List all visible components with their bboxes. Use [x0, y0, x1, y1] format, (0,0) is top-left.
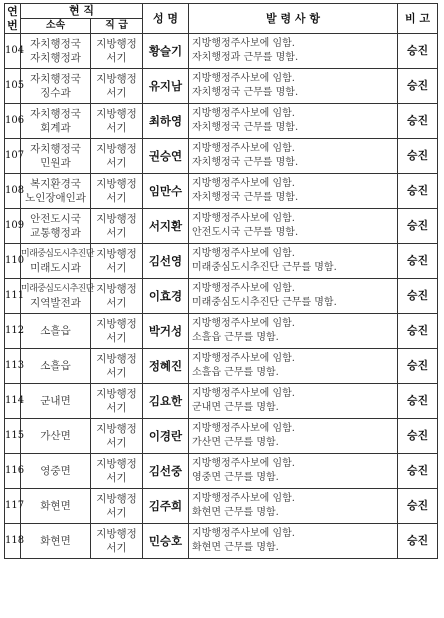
department-line: 화현면 [40, 535, 71, 547]
row-grade [91, 69, 143, 104]
table-row [5, 244, 438, 279]
table-row [5, 34, 438, 69]
row-grade [91, 209, 143, 244]
row-name: 서지환 [143, 209, 189, 244]
row-department [21, 384, 91, 419]
row-note: 승진 [398, 244, 438, 279]
matter-line: 가산면 근무를 명함. [192, 437, 279, 448]
department-line: 징수과 [40, 87, 71, 99]
department-line: 가산면 [40, 430, 71, 442]
row-note: 승진 [398, 349, 438, 384]
header-name: 성 명 [143, 4, 189, 34]
grade-line: 서기 [106, 332, 127, 344]
row-department [21, 174, 91, 209]
row-number: 118 [5, 524, 21, 559]
row-department [21, 139, 91, 174]
grade-line: 지방행정 [96, 423, 137, 435]
matter-line: 지방행정주사보에 임함. [192, 423, 295, 434]
table-row [5, 454, 438, 489]
row-matter [189, 139, 398, 174]
row-name: 황슬기 [143, 34, 189, 69]
grade-line: 지방행정 [96, 213, 137, 225]
department-line: 미래중심도시추진단 [21, 249, 94, 259]
row-name: 김주희 [143, 489, 189, 524]
row-grade [91, 104, 143, 139]
row-name: 임만수 [143, 174, 189, 209]
department-line: 교통행정과 [30, 227, 81, 239]
grade-line: 서기 [106, 52, 127, 64]
row-department [21, 209, 91, 244]
row-department [21, 104, 91, 139]
department-line: 민원과 [40, 157, 71, 169]
row-note: 승진 [398, 139, 438, 174]
matter-line: 자치행정국 근무를 명함. [192, 87, 299, 98]
row-note: 승진 [398, 454, 438, 489]
grade-line: 지방행정 [96, 143, 137, 155]
grade-line: 서기 [106, 192, 127, 204]
row-number: 112 [5, 314, 21, 349]
row-number: 111 [5, 279, 21, 314]
matter-line: 지방행정주사보에 임함. [192, 493, 295, 504]
header-matter: 발 령 사 항 [189, 4, 398, 34]
row-note: 승진 [398, 279, 438, 314]
department-line: 안전도시국 [30, 213, 81, 225]
table-row [5, 174, 438, 209]
row-department [21, 489, 91, 524]
row-grade [91, 314, 143, 349]
row-grade [91, 34, 143, 69]
grade-line: 서기 [106, 367, 127, 379]
appointment-table [4, 3, 438, 559]
table-row [5, 279, 438, 314]
table-row [5, 69, 438, 104]
row-department [21, 524, 91, 559]
row-number: 107 [5, 139, 21, 174]
department-line: 영중면 [40, 465, 71, 477]
grade-line: 지방행정 [96, 353, 137, 365]
matter-line: 지방행정주사보에 임함. [192, 458, 295, 469]
grade-line: 서기 [106, 297, 127, 309]
grade-line: 지방행정 [96, 38, 137, 50]
grade-line: 서기 [106, 227, 127, 239]
matter-line: 지방행정주사보에 임함. [192, 528, 295, 539]
row-name: 최하영 [143, 104, 189, 139]
row-note: 승진 [398, 34, 438, 69]
matter-line: 자치행정국 근무를 명함. [192, 192, 299, 203]
row-grade [91, 244, 143, 279]
matter-line: 지방행정주사보에 임함. [192, 108, 295, 119]
department-line: 노인장애인과 [25, 192, 86, 204]
row-number: 110 [5, 244, 21, 279]
row-number: 117 [5, 489, 21, 524]
header-note: 비 고 [398, 4, 438, 34]
row-grade [91, 454, 143, 489]
row-department [21, 454, 91, 489]
department-line: 소흘읍 [40, 360, 71, 372]
row-number: 108 [5, 174, 21, 209]
row-number: 109 [5, 209, 21, 244]
row-grade [91, 384, 143, 419]
department-line: 미래도시과 [30, 262, 81, 274]
matter-line: 소흘읍 근무를 명함. [192, 367, 279, 378]
table-row [5, 419, 438, 454]
grade-line: 서기 [106, 507, 127, 519]
table-row [5, 314, 438, 349]
table-row [5, 349, 438, 384]
department-line: 복지환경국 [30, 178, 81, 190]
row-number: 106 [5, 104, 21, 139]
table-row [5, 209, 438, 244]
row-matter [189, 489, 398, 524]
row-grade [91, 174, 143, 209]
department-line: 자치행정국 [30, 38, 81, 50]
matter-line: 지방행정주사보에 임함. [192, 178, 295, 189]
row-matter [189, 244, 398, 279]
department-line: 회계과 [40, 122, 71, 134]
matter-line: 화현면 근무를 명함. [192, 542, 279, 553]
row-matter [189, 349, 398, 384]
grade-line: 서기 [106, 122, 127, 134]
matter-line: 지방행정주사보에 임함. [192, 353, 295, 364]
row-name: 김선중 [143, 454, 189, 489]
matter-line: 영중면 근무를 명함. [192, 472, 279, 483]
department-line: 화현면 [40, 500, 71, 512]
row-matter [189, 279, 398, 314]
table-row [5, 104, 438, 139]
header-seq-label: 연번 [7, 4, 18, 32]
row-name: 박거성 [143, 314, 189, 349]
row-name: 이효경 [143, 279, 189, 314]
row-number: 105 [5, 69, 21, 104]
grade-line: 서기 [106, 157, 127, 169]
row-note: 승진 [398, 314, 438, 349]
row-matter [189, 419, 398, 454]
matter-line: 자치행정국 근무를 명함. [192, 122, 299, 133]
row-number: 116 [5, 454, 21, 489]
row-number: 104 [5, 34, 21, 69]
row-note: 승진 [398, 69, 438, 104]
row-department [21, 279, 94, 314]
header-current: 현 직 [21, 4, 143, 19]
grade-line: 서기 [106, 402, 127, 414]
row-number: 114 [5, 384, 21, 419]
row-department [21, 419, 91, 454]
matter-line: 미래중심도시추진단 근무를 명함. [192, 297, 337, 308]
header-seq [5, 4, 21, 34]
matter-line: 지방행정주사보에 임함. [192, 388, 295, 399]
row-note: 승진 [398, 524, 438, 559]
matter-line: 자치행정과 근무를 명함. [192, 52, 299, 63]
matter-line: 화현면 근무를 명함. [192, 507, 279, 518]
row-matter [189, 174, 398, 209]
grade-line: 지방행정 [96, 178, 137, 190]
grade-line: 서기 [106, 437, 127, 449]
matter-line: 안전도시국 근무를 명함. [192, 227, 299, 238]
matter-line: 지방행정주사보에 임함. [192, 318, 295, 329]
grade-line: 지방행정 [96, 73, 137, 85]
grade-line: 지방행정 [96, 388, 137, 400]
grade-line: 지방행정 [96, 248, 137, 260]
row-name: 민승호 [143, 524, 189, 559]
row-grade [91, 489, 143, 524]
grade-line: 서기 [106, 262, 127, 274]
row-department [21, 69, 91, 104]
matter-line: 지방행정주사보에 임함. [192, 38, 295, 49]
row-note: 승진 [398, 384, 438, 419]
row-number: 115 [5, 419, 21, 454]
row-grade [91, 139, 143, 174]
row-matter [189, 314, 398, 349]
row-grade [91, 419, 143, 454]
department-line: 소흘읍 [40, 325, 71, 337]
grade-line: 지방행정 [96, 458, 137, 470]
matter-line: 지방행정주사보에 임함. [192, 213, 295, 224]
matter-line: 자치행정국 근무를 명함. [192, 157, 299, 168]
row-matter [189, 209, 398, 244]
row-name: 정혜진 [143, 349, 189, 384]
table-row [5, 384, 438, 419]
grade-line: 지방행정 [96, 318, 137, 330]
grade-line: 서기 [106, 87, 127, 99]
table-row [5, 139, 438, 174]
matter-line: 소흘읍 근무를 명함. [192, 332, 279, 343]
department-line: 미래중심도시추진단 [21, 284, 94, 294]
row-matter [189, 524, 398, 559]
row-department [21, 314, 91, 349]
row-name: 김선영 [143, 244, 189, 279]
grade-line: 지방행정 [96, 493, 137, 505]
row-department [21, 244, 94, 279]
row-matter [189, 454, 398, 489]
department-line: 자치행정국 [30, 73, 81, 85]
department-line: 자치행정국 [30, 108, 81, 120]
header-affiliation: 소속 [21, 19, 91, 34]
row-note: 승진 [398, 209, 438, 244]
row-department [21, 349, 91, 384]
row-matter [189, 34, 398, 69]
row-grade [91, 279, 143, 314]
row-matter [189, 384, 398, 419]
table-row [5, 489, 438, 524]
matter-line: 지방행정주사보에 임함. [192, 248, 295, 259]
grade-line: 지방행정 [96, 108, 137, 120]
grade-line: 지방행정 [96, 283, 137, 295]
row-grade [91, 524, 143, 559]
department-line: 자치행정국 [30, 143, 81, 155]
grade-line: 서기 [106, 472, 127, 484]
matter-line: 지방행정주사보에 임함. [192, 283, 295, 294]
row-matter [189, 104, 398, 139]
row-name: 유지남 [143, 69, 189, 104]
department-line: 자치행정과 [30, 52, 81, 64]
row-name: 김요한 [143, 384, 189, 419]
header-grade: 직 급 [91, 19, 143, 34]
row-note: 승진 [398, 489, 438, 524]
table-body [5, 34, 438, 559]
matter-line: 미래중심도시추진단 근무를 명함. [192, 262, 337, 273]
matter-line: 지방행정주사보에 임함. [192, 73, 295, 84]
row-note: 승진 [398, 104, 438, 139]
personnel-order-sheet [4, 3, 437, 559]
row-number: 113 [5, 349, 21, 384]
matter-line: 군내면 근무를 명함. [192, 402, 279, 413]
row-name: 권승연 [143, 139, 189, 174]
department-line: 지역발전과 [30, 297, 81, 309]
row-note: 승진 [398, 419, 438, 454]
grade-line: 지방행정 [96, 528, 137, 540]
row-department [21, 34, 91, 69]
row-grade [91, 349, 143, 384]
row-note: 승진 [398, 174, 438, 209]
row-name: 이경란 [143, 419, 189, 454]
table-row [5, 524, 438, 559]
department-line: 군내면 [40, 395, 71, 407]
row-matter [189, 69, 398, 104]
grade-line: 서기 [106, 542, 127, 554]
matter-line: 지방행정주사보에 임함. [192, 143, 295, 154]
